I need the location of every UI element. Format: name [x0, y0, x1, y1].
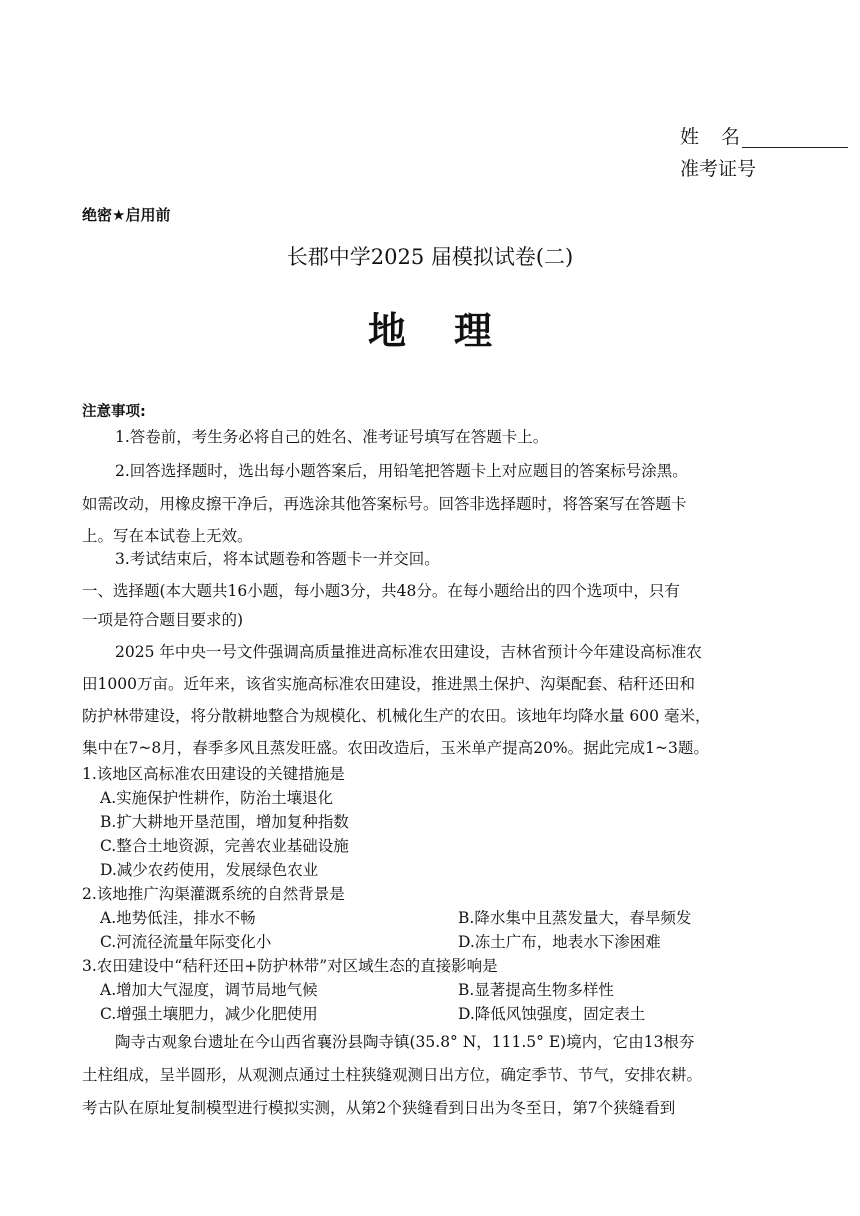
- section-1-line-2: 一项是符合题目要求的): [82, 611, 244, 629]
- secret-label: 绝密★启用前: [82, 206, 171, 224]
- q2-stem: 2.该地推广沟渠灌溉系统的自然背景是: [82, 885, 345, 903]
- passage-1-line-3: 防护林带建设，将分散耕地整合为规模化、机械化生产的农田。该地年均降水量 600 毫米，: [82, 707, 711, 725]
- q1-option-c: C.整合土地资源，完善农业基础设施: [100, 837, 349, 855]
- notice-heading: 注意事项:: [82, 404, 146, 420]
- q2-option-d: D.冻土广布，地表水下渗困难: [458, 933, 661, 951]
- q2-option-c: C.河流径流量年际变化小: [100, 933, 272, 951]
- passage-2-line-2: 土柱组成，呈半圆形，从观测点通过土柱狭缝观测日出方位，确定季节、节气，安排农耕。: [82, 1066, 703, 1084]
- q1-option-b: B.扩大耕地开垦范围，增加复种指数: [100, 813, 349, 831]
- notice-item-2-line-1: 2.回答选择题时，选出每小题答案后，用铅笔把答题卡上对应题目的答案标号涂黑。: [115, 462, 688, 480]
- notice-item-1: 1.答卷前，考生务必将自己的姓名、准考证号填写在答题卡上。: [115, 428, 549, 446]
- q2-option-b: B.降水集中且蒸发量大，春旱频发: [458, 909, 692, 927]
- passage-2-line-3: 考古队在原址复制模型进行模拟实测，从第2个狭缝看到日出为冬至日，第7个狭缝看到: [82, 1099, 676, 1117]
- exam-id-label: 准考证号: [680, 158, 757, 180]
- name-underline[interactable]: [742, 147, 848, 148]
- q1-stem: 1.该地区高标准农田建设的关键措施是: [82, 765, 345, 783]
- q1-option-d: D.减少农药使用，发展绿色农业: [100, 861, 319, 879]
- subject-title: 地理: [367, 309, 540, 353]
- notice-item-3: 3.考试结束后，将本试题卷和答题卡一并交回。: [115, 550, 440, 568]
- q3-option-a: A.增加大气湿度，调节局地气候: [100, 981, 318, 999]
- section-1-line-1: 一、选择题(本大题共16小题，每小题3分，共48分。在每小题给出的四个选项中，只有: [82, 582, 680, 600]
- q3-option-c: C.增强土壤肥力，减少化肥使用: [100, 1005, 318, 1023]
- q3-option-b: B.显著提高生物多样性: [458, 981, 614, 999]
- passage-1-line-4: 集中在7~8月，春季多风且蒸发旺盛。农田改造后，玉米单产提高20%。据此完成1~3题。: [82, 739, 709, 757]
- notice-item-2-line-3: 上。写在本试卷上无效。: [82, 527, 253, 545]
- q2-option-a: A.地势低洼，排水不畅: [100, 909, 256, 927]
- passage-2-line-1: 陶寺古观象台遗址在今山西省襄汾县陶寺镇(35.8° N，111.5° E)境内，它由13根夯: [115, 1033, 695, 1051]
- passage-1-line-1: 2025 年中央一号文件强调高质量推进高标准农田建设，吉林省预计今年建设高标准农: [115, 643, 702, 661]
- q3-stem: 3.农田建设中“秸秆还田+防护林带”对区域生态的直接影响是: [82, 957, 498, 975]
- passage-1-line-2: 田1000万亩。近年来，该省实施高标准农田建设，推进黑土保护、沟渠配套、秸秆还田和: [82, 675, 695, 693]
- exam-title: 长郡中学2025 届模拟试卷(二): [286, 245, 574, 269]
- q1-option-a: A.实施保护性耕作，防治土壤退化: [100, 789, 334, 807]
- name-label: 姓名: [680, 126, 763, 148]
- notice-item-2-line-2: 如需改动，用橡皮擦干净后，再选涂其他答案标号。回答非选择题时，将答案写在答题卡: [82, 495, 687, 513]
- q3-option-d: D.降低风蚀强度，固定表土: [458, 1005, 646, 1023]
